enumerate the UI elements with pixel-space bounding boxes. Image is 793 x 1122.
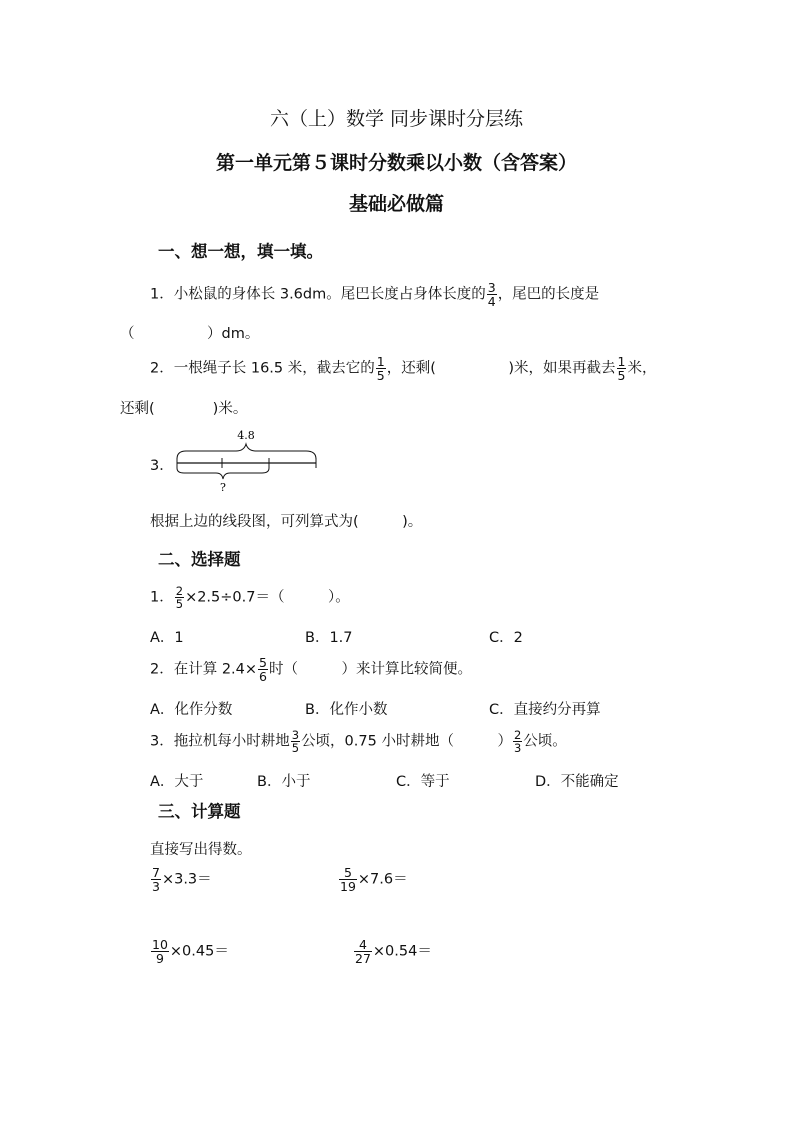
s1-q1-frac-d: 4 [487,294,496,309]
s2-q2-text-b: 时（ ）来计算比较简便。 [269,661,472,678]
section3-heading: 三、计算题 [158,802,241,821]
s1-q2-frac1-n: 1 [376,354,385,369]
s1-q2-answer-line: 还剩( )米。 [120,401,248,417]
section1-heading: 一、想一想，填一填。 [158,242,323,261]
s2-q3-frac2-n: 2 [513,728,522,742]
s1-q1-fraction [487,281,497,308]
diagram-bottom-label: ? [220,481,226,494]
s1-q2-fraction1 [376,355,386,382]
calc-item-4 [353,938,432,965]
s1-q1-answer-line: （ ）dm。 [120,326,260,342]
s2-q1 [150,585,350,610]
s2-q1-option-a: A．1 [150,630,184,646]
s1-q1-text-b: ，尾巴的长度是 [497,286,600,303]
s2-q2-fraction [258,656,268,683]
s2-q2-text-a: 2．在计算 2.4× [150,661,258,678]
calc4-fraction [354,938,372,965]
title-line2: 第一单元第５课时分数乘以小数（含答案） [215,152,577,174]
diagram-top-label: 4.8 [237,429,255,442]
s1-q3-num: 3． [150,458,174,474]
s1-q1-text-a: 小松鼠的身体长 3.6dm。尾巴长度占身体长度的 [173,286,486,303]
line-segment-diagram [170,425,325,495]
calc1-frac-d: 3 [152,879,160,894]
section2-heading: 二、选择题 [158,550,241,569]
s2-q3-text-c: 公顷。 [523,733,567,750]
s2-q1-num: 1． [150,589,174,606]
section3-intro: 直接写出得数。 [150,842,252,858]
title-line3: 基础必做篇 [348,193,444,215]
s2-q3-fraction2 [513,729,522,754]
s2-q3-option-d: D．不能确定 [535,774,619,790]
s2-q1-expr: ×2.5÷0.7＝（ ）。 [185,589,350,606]
calc3-frac-d: 9 [155,951,164,966]
s1-q2 [150,355,656,382]
s1-q3-text: 根据上边的线段图，可列算式为( )。 [150,514,423,530]
calc2-expr: ×7.6＝ [357,871,408,888]
calc1-frac-n: 7 [152,865,160,880]
s2-q3-option-b: B．小于 [257,774,311,790]
calc4-frac-n: 4 [354,938,372,952]
calc4-expr: ×0.54＝ [372,943,432,960]
calc-item-2 [338,866,408,893]
s2-q3-text-b: 公顷，0.75 小时耕地（ ） [301,733,512,750]
s2-q1-fraction [175,585,184,610]
s1-q2-fraction2 [617,355,627,382]
calc3-fraction [151,938,169,965]
s2-q3-frac1-n: 3 [291,728,300,742]
s2-q2-frac-d: 6 [259,669,267,684]
s1-q1-frac-n: 3 [487,280,496,295]
calc4-frac-d: 27 [355,951,371,966]
s2-q1-option-c: C．2 [489,630,523,646]
calc2-frac-d: 19 [340,879,356,894]
s2-q3-option-c: C．等于 [396,774,450,790]
s2-q2-option-b: B．化作小数 [305,702,388,718]
s1-q2-frac1-d: 5 [376,368,385,383]
s1-q1-num: 1． [150,286,174,303]
s2-q3-frac1-d: 5 [291,741,300,755]
calc1-fraction [151,866,161,893]
s2-q3-text-a: 3．拖拉机每小时耕地 [150,733,290,750]
s2-q2 [150,656,472,683]
s1-q2-text-c: 米， [627,360,657,377]
s1-q2-frac2-d: 5 [617,368,626,383]
s1-q2-num: 2． [150,360,174,377]
s2-q1-frac-n: 2 [175,584,184,598]
s2-q2-option-a: A．化作分数 [150,702,233,718]
s2-q3-option-a: A．大于 [150,774,204,790]
calc-item-1 [150,866,212,893]
s2-q3-frac2-d: 3 [513,741,522,755]
s2-q3 [150,729,567,754]
s2-q3-fraction1 [291,729,300,754]
calc1-expr: ×3.3＝ [161,871,212,888]
calc2-fraction [339,866,357,893]
calc2-frac-n: 5 [339,866,357,880]
s2-q2-option-c: C．直接约分再算 [489,702,601,718]
s1-q1 [150,281,599,308]
calc3-frac-n: 10 [152,937,168,952]
bottom-brace [177,468,269,479]
title-line1: 六（上）数学 同步课时分层练 [269,108,524,130]
s2-q1-frac-d: 5 [175,597,184,611]
s1-q2-frac2-n: 1 [617,354,626,369]
s2-q1-option-b: B．1.7 [305,630,353,646]
s1-q2-text-a: 一根绳子长 16.5 米，截去它的 [173,360,375,377]
s2-q2-frac-n: 5 [259,655,267,670]
calc-item-3 [150,938,229,965]
s1-q2-text-b: ，还剩( )米，如果再截去 [386,360,616,377]
top-brace [177,444,316,459]
calc3-expr: ×0.45＝ [169,943,229,960]
